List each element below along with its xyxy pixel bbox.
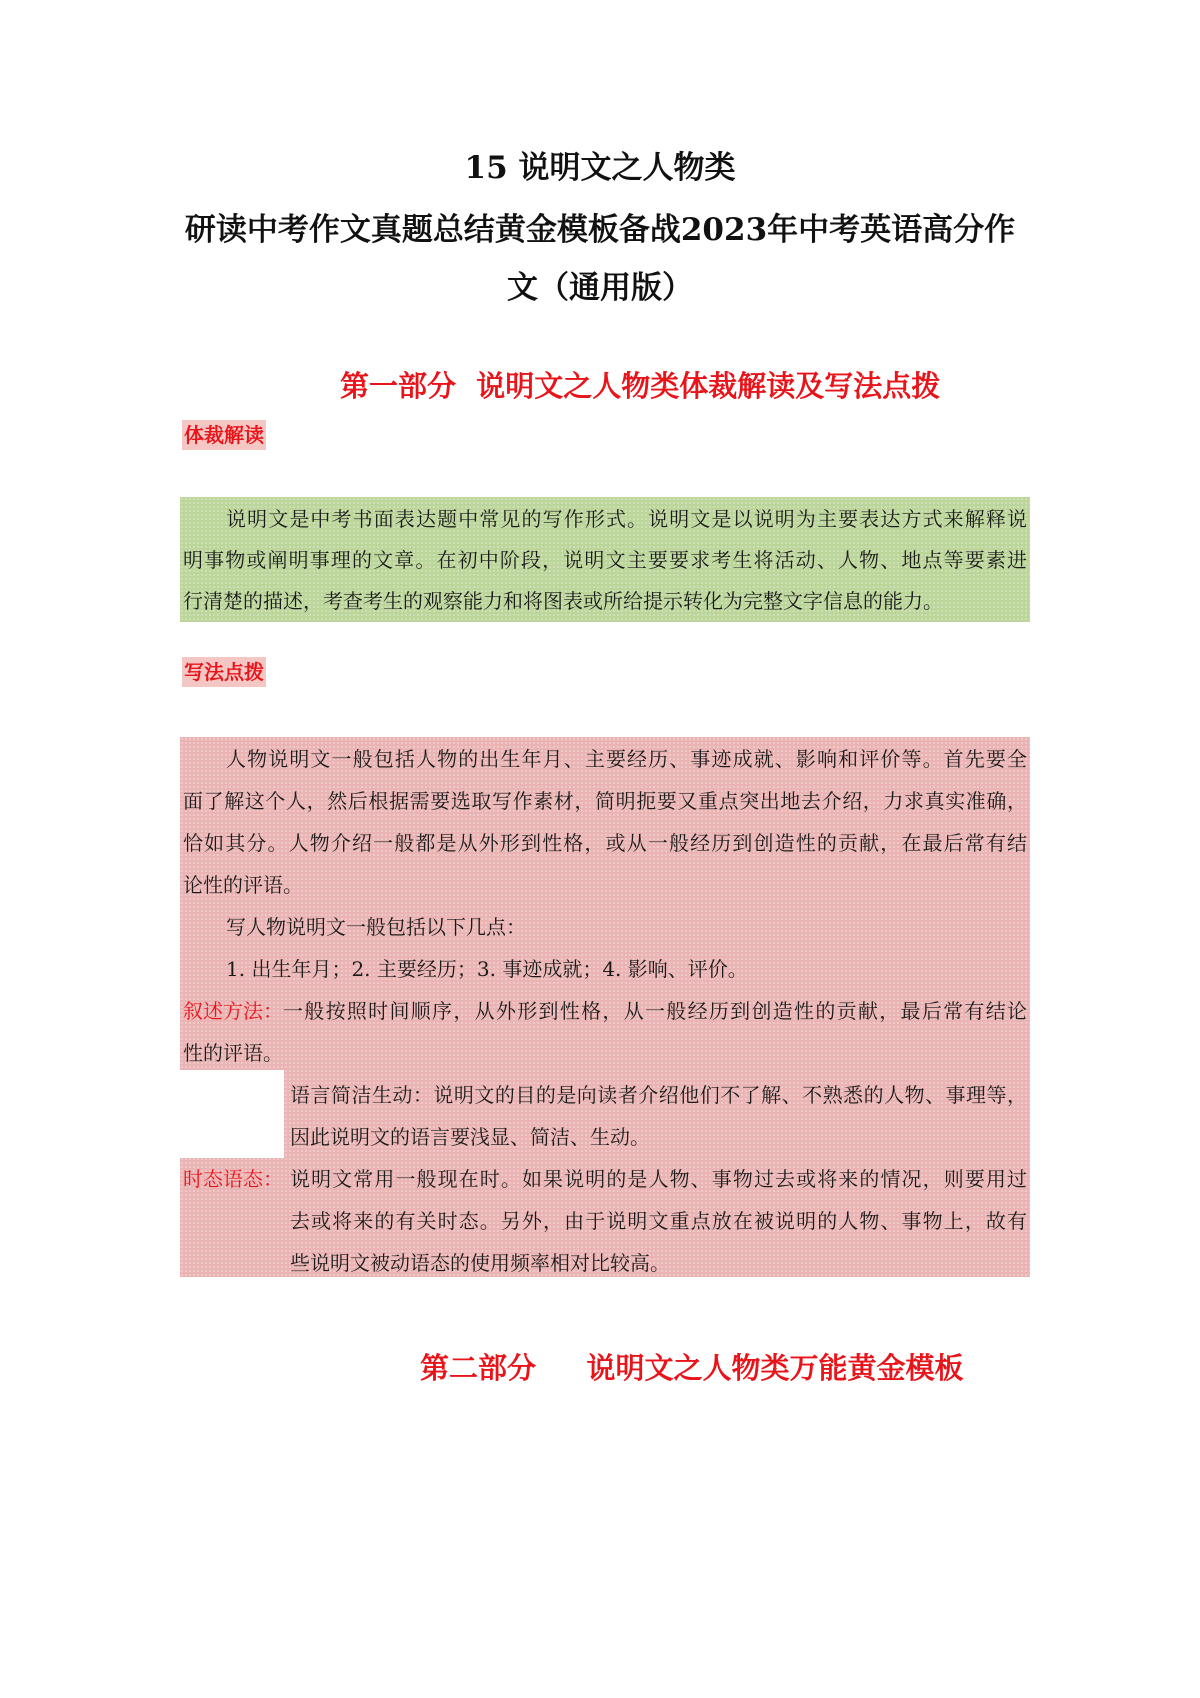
writing-line-3: 恰如其分。人物介绍一般都是从外形到性格，或从一般经历到创造性的贡献，在最后常有结 xyxy=(183,831,1027,855)
tense-voice-line-3: 些说明文被动语态的使用频率相对比较高。 xyxy=(290,1251,670,1275)
page-title: 15 说明文之人物类 xyxy=(464,150,736,186)
genre-line-1: 说明文是中考书面表达题中常见的写作形式。说明文是以说明为主要表达方式来解释说 xyxy=(226,507,1027,531)
writing-tips-box-gap xyxy=(180,1070,284,1158)
writing-line-5: 写人物说明文一般包括以下几点： xyxy=(226,915,526,939)
language-style-line-2: 因此说明文的语言要浅显、简洁、生动。 xyxy=(290,1125,650,1149)
tense-voice-label: 时态语态： xyxy=(183,1167,283,1191)
page-subtitle-line-2: 文（通用版） xyxy=(507,270,693,306)
part-one-heading: 第一部分 说明文之人物类体裁解读及写法点拨 xyxy=(340,369,941,403)
page-subtitle-line-1: 研读中考作文真题总结黄金模板备战2023年中考英语高分作 xyxy=(184,212,1016,248)
genre-line-2: 明事物或阐明事理的文章。在初中阶段，说明文主要要求考生将活动、人物、地点等要素进 xyxy=(183,548,1027,572)
narration-method-line-1: 一般按照时间顺序，从外形到性格，从一般经历到创造性的贡献，最后常有结论 xyxy=(283,999,1027,1023)
genre-interpretation-label: 体裁解读 xyxy=(182,420,266,450)
part-two-heading: 第二部分 说明文之人物类万能黄金模板 xyxy=(420,1351,964,1385)
genre-line-3: 行清楚的描述，考查考生的观察能力和将图表或所给提示转化为完整文字信息的能力。 xyxy=(183,589,943,613)
narration-method-line-2: 性的评语。 xyxy=(183,1041,283,1065)
writing-line-1: 人物说明文一般包括人物的出生年月、主要经历、事迹成就、影响和评价等。首先要全 xyxy=(226,747,1027,771)
writing-line-4: 论性的评语。 xyxy=(183,873,303,897)
tense-voice-line-1: 说明文常用一般现在时。如果说明的是人物、事物过去或将来的情况，则要用过 xyxy=(290,1167,1027,1191)
tense-voice-line-2: 去或将来的有关时态。另外，由于说明文重点放在被说明的人物、事物上，故有 xyxy=(290,1209,1027,1233)
writing-line-2: 面了解这个人，然后根据需要选取写作素材，简明扼要又重点突出地去介绍，力求真实准确， xyxy=(183,789,1027,813)
language-style-line-1: 语言简洁生动：说明文的目的是向读者介绍他们不了解、不熟悉的人物、事理等， xyxy=(290,1083,1027,1107)
writing-line-6: 1. 出生年月；2. 主要经历；3. 事迹成就；4. 影响、评价。 xyxy=(226,957,748,981)
writing-tips-label: 写法点拨 xyxy=(182,657,266,687)
narration-method-label: 叙述方法： xyxy=(183,999,283,1023)
